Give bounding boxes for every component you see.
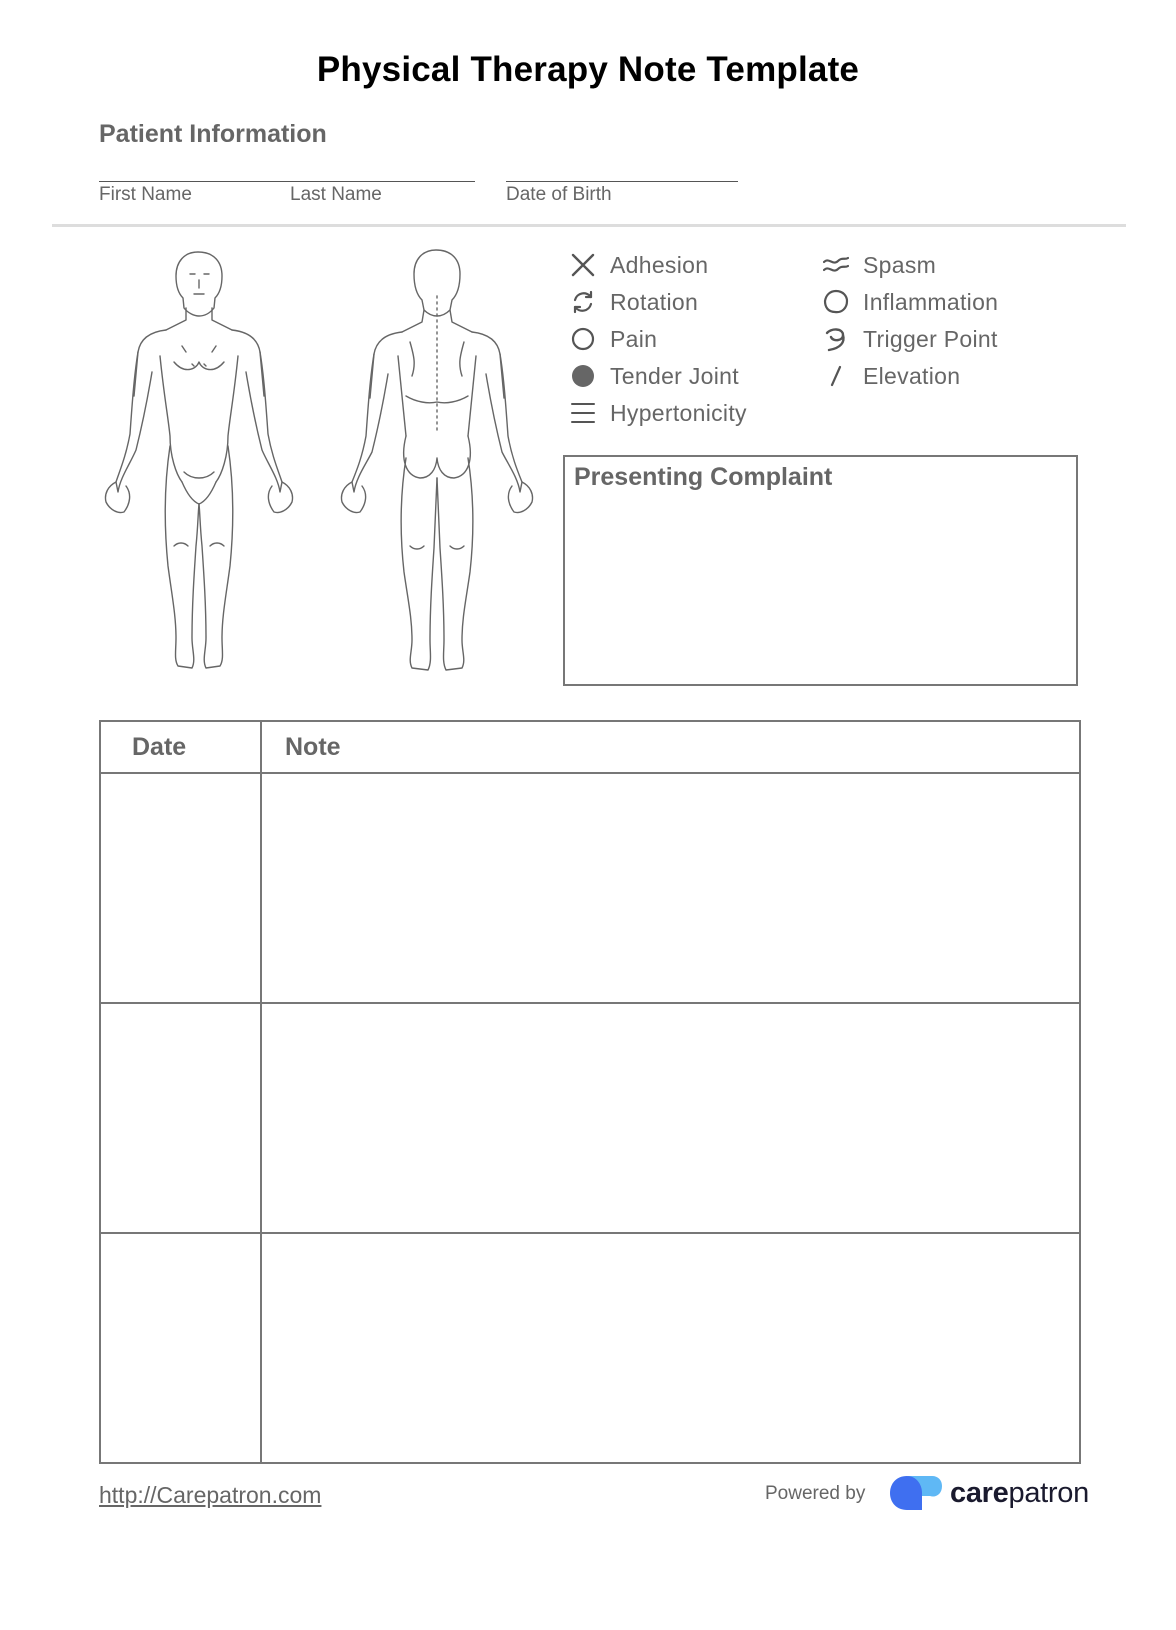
- date-cell[interactable]: [100, 1003, 261, 1233]
- carepatron-logo: [888, 1474, 1089, 1512]
- back-knees: [410, 546, 464, 549]
- rough-circle-icon: [821, 287, 851, 317]
- legend-item-tender-joint: [568, 359, 747, 393]
- slash-icon: [821, 361, 851, 391]
- section-divider: [52, 224, 1126, 227]
- dob-label: Date of Birth: [506, 184, 612, 205]
- back-left-arm: [352, 354, 388, 492]
- presenting-complaint-box[interactable]: [563, 455, 1078, 686]
- legend-label: Pain: [610, 325, 658, 352]
- note-cell[interactable]: [261, 773, 1080, 1003]
- date-column-header: Date: [100, 721, 261, 773]
- note-cell[interactable]: [261, 1003, 1080, 1233]
- legend-label: Tender Joint: [610, 362, 739, 389]
- dob-field-line[interactable]: [506, 181, 738, 182]
- legend-label: Hypertonicity: [610, 399, 747, 426]
- front-knees: [174, 543, 224, 546]
- circle-outline-icon: [568, 324, 598, 354]
- legend-label: Rotation: [610, 288, 699, 315]
- note-cell[interactable]: [261, 1233, 1080, 1463]
- table-header-row: [100, 721, 1080, 773]
- patient-info-heading: Patient Information: [99, 120, 327, 148]
- table-row: [100, 1233, 1080, 1463]
- legend-label: Spasm: [863, 251, 937, 278]
- three-lines-icon: [568, 398, 598, 428]
- presenting-complaint-heading: Presenting Complaint: [574, 463, 833, 491]
- legend-item-hypertonicity: [568, 396, 747, 430]
- notes-table: [99, 720, 1081, 1464]
- legend-label: Elevation: [863, 362, 961, 389]
- last-name-label: Last Name: [290, 184, 382, 205]
- legend-item-rotation: [568, 285, 747, 319]
- carepatron-wordmark: carepatron: [950, 1476, 1089, 1509]
- back-left-leg: [401, 458, 437, 670]
- back-torso: [370, 332, 504, 436]
- front-torso: [134, 330, 264, 482]
- table-row: [100, 773, 1080, 1003]
- name-field-line[interactable]: [99, 181, 475, 182]
- note-column-header: Note: [261, 721, 1080, 773]
- front-right-leg: [199, 446, 233, 668]
- buttocks: [404, 436, 471, 478]
- table-row: [100, 1003, 1080, 1233]
- legend-label: Inflammation: [863, 288, 999, 315]
- carepatron-link[interactable]: http://Carepatron.com: [99, 1482, 322, 1508]
- filled-circle-icon: [568, 361, 598, 391]
- legend-right-column: [821, 248, 998, 393]
- wave-icon: [821, 250, 851, 280]
- legend-item-trigger-point: [821, 322, 998, 356]
- x-icon: [568, 250, 598, 280]
- legend-item-spasm: [821, 248, 998, 282]
- body-front-diagram: [104, 246, 304, 688]
- first-name-label: First Name: [99, 184, 192, 205]
- legend-item-pain: [568, 322, 747, 356]
- page-title: Physical Therapy Note Template: [316, 50, 860, 89]
- legend-label: Adhesion: [610, 251, 709, 278]
- back-right-arm: [486, 354, 522, 492]
- back-right-leg: [437, 458, 473, 670]
- legend-label: Trigger Point: [863, 325, 998, 352]
- legend-item-elevation: [821, 359, 998, 393]
- front-face: [190, 274, 209, 294]
- carepatron-logo-mark-icon: [888, 1474, 944, 1512]
- date-cell[interactable]: [100, 1233, 261, 1463]
- front-pelvis: [182, 472, 216, 504]
- body-back-diagram: [340, 246, 540, 688]
- legend-item-adhesion: [568, 248, 747, 282]
- front-right-arm: [246, 352, 282, 492]
- back-head: [414, 250, 460, 316]
- rotation-icon: [568, 287, 598, 317]
- front-neck: [166, 308, 232, 330]
- date-cell[interactable]: [100, 773, 261, 1003]
- front-left-arm: [116, 352, 152, 492]
- front-left-leg: [165, 446, 199, 668]
- powered-by-label: Powered by: [765, 1483, 866, 1504]
- legend-item-inflammation: [821, 285, 998, 319]
- curl-icon: [821, 324, 851, 354]
- legend-left-column: [568, 248, 747, 430]
